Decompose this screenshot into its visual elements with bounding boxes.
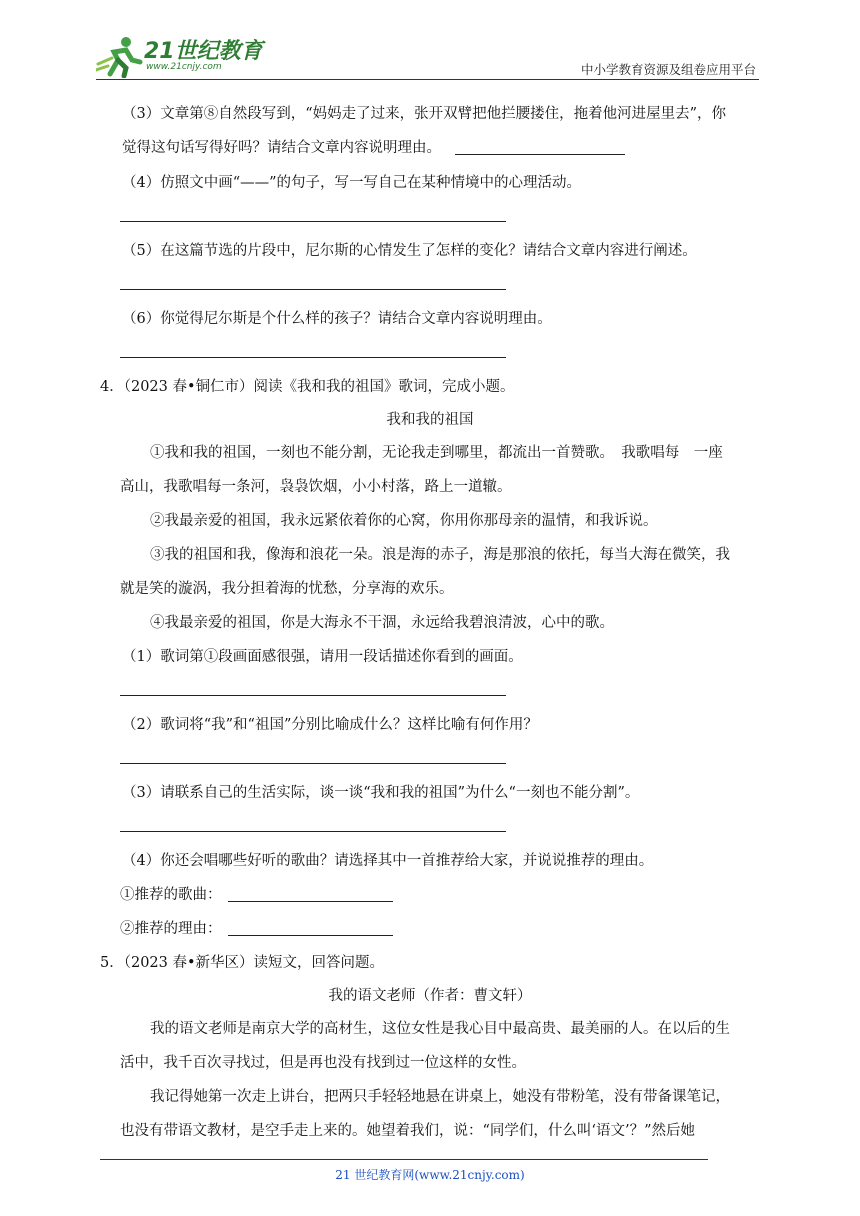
q4-para1-line2: 高山，我歌唱每一条河，袅袅饮烟，小小村落，路上一道辙。 bbox=[120, 479, 512, 495]
q3-item4: （4）仿照文中画“——”的句子，写一写自己在某种情境中的心理活动。 bbox=[122, 175, 582, 191]
q4-poem-title: 我和我的祖国 bbox=[386, 412, 474, 428]
answer-line[interactable] bbox=[120, 763, 506, 764]
footer-link[interactable]: 21 世纪教育网(www.21cnjy.com) bbox=[335, 1168, 525, 1182]
answer-line[interactable] bbox=[120, 289, 506, 290]
reason-label: ②推荐的理由： bbox=[120, 921, 222, 937]
q3-item3-line2 bbox=[122, 138, 625, 158]
q3-item3-line1: （3）文章第⑧自然段写到，“妈妈走了过来，张开双臂把他拦腰搂住，拖着他河进屋里去”，你 bbox=[122, 106, 727, 122]
site-logo bbox=[96, 34, 266, 78]
header-divider bbox=[96, 79, 759, 80]
q4-para4: ④我最亲爱的祖国，你是大海永不干涸，永远给我碧浪清波，心中的歌。 bbox=[150, 615, 614, 631]
q5-para2-line2: 也没有带语文教材，是空手走上来的。她望着我们，说：“同学们，什么叫‘语文’？”然后她 bbox=[120, 1123, 696, 1139]
logo-title: 21世纪教育 bbox=[144, 39, 263, 64]
logo-url: www.21cnjy.com bbox=[146, 62, 222, 72]
q3-item6: （6）你觉得尼尔斯是个什么样的孩子？请结合文章内容说明理由。 bbox=[122, 311, 552, 327]
answer-line[interactable] bbox=[120, 357, 506, 358]
q4-sub2: （2）歌词将“我”和“祖国”分别比喻成什么？这样比喻有何作用？ bbox=[122, 717, 538, 733]
q4-sub4-reason bbox=[120, 919, 393, 939]
q5-para1-line2: 活中，我千百次寻找过，但是再也没有找到过一位这样的女性。 bbox=[120, 1055, 526, 1071]
q4-para3-line1: ③我的祖国和我，像海和浪花一朵。浪是海的赤子，海是那浪的依托，每当大海在微笑，我 bbox=[150, 547, 730, 563]
page-header bbox=[0, 0, 860, 80]
q5-heading: 5．（2023 春•新华区）读短文，回答问题。 bbox=[100, 955, 385, 971]
q4-sub4: （4）你还会唱哪些好听的歌曲？请选择其中一首推荐给大家，并说说推荐的理由。 bbox=[122, 853, 654, 869]
answer-line[interactable] bbox=[120, 831, 506, 832]
q4-para3-line2: 就是笑的漩涡，我分担着海的忧愁，分享海的欢乐。 bbox=[120, 581, 454, 597]
answer-blank[interactable] bbox=[228, 934, 393, 936]
q5-para1-line1: 我的语文老师是南京大学的高材生，这位女性是我心目中最高贵、最美丽的人。在以后的生 bbox=[150, 1021, 730, 1037]
answer-line[interactable] bbox=[120, 221, 506, 222]
q4-para2: ②我最亲爱的祖国，我永远紧依着你的心窝，你用你那母亲的温情，和我诉说。 bbox=[150, 513, 658, 529]
q5-para2-line1: 我记得她第一次走上讲台，把两只手轻轻地悬在讲桌上，她没有带粉笔，没有带备课笔记， bbox=[150, 1089, 730, 1105]
q4-sub3: （3）请联系自己的生活实际，谈一谈“我和我的祖国”为什么“一刻也不能分割”。 bbox=[122, 785, 640, 801]
q4-heading: 4．（2023 春•铜仁市）阅读《我和我的祖国》歌词，完成小题。 bbox=[100, 379, 515, 395]
runner-icon bbox=[96, 34, 144, 78]
q5-article-title: 我的语文老师（作者：曹文轩） bbox=[328, 988, 532, 1004]
answer-blank[interactable] bbox=[455, 153, 625, 155]
q4-sub4-song bbox=[120, 885, 393, 905]
q4-para1-line1: ①我和我的祖国，一刻也不能分割，无论我走到哪里，都流出一首赞歌。 我歌唱每 一座 bbox=[150, 445, 723, 461]
song-label: ①推荐的歌曲： bbox=[120, 887, 222, 903]
q3-item3-text: 觉得这句话写得好吗？请结合文章内容说明理由。 bbox=[122, 140, 441, 156]
answer-line[interactable] bbox=[120, 695, 506, 696]
platform-name: 中小学教育资源及组卷应用平台 bbox=[580, 62, 756, 77]
answer-blank[interactable] bbox=[228, 900, 393, 902]
q4-sub1: （1）歌词第①段画面感很强，请用一段话描述你看到的画面。 bbox=[122, 649, 523, 665]
q3-item5: （5）在这篇节选的片段中，尼尔斯的心情发生了怎样的变化？请结合文章内容进行阐述。 bbox=[122, 243, 697, 259]
footer-divider bbox=[100, 1159, 708, 1160]
